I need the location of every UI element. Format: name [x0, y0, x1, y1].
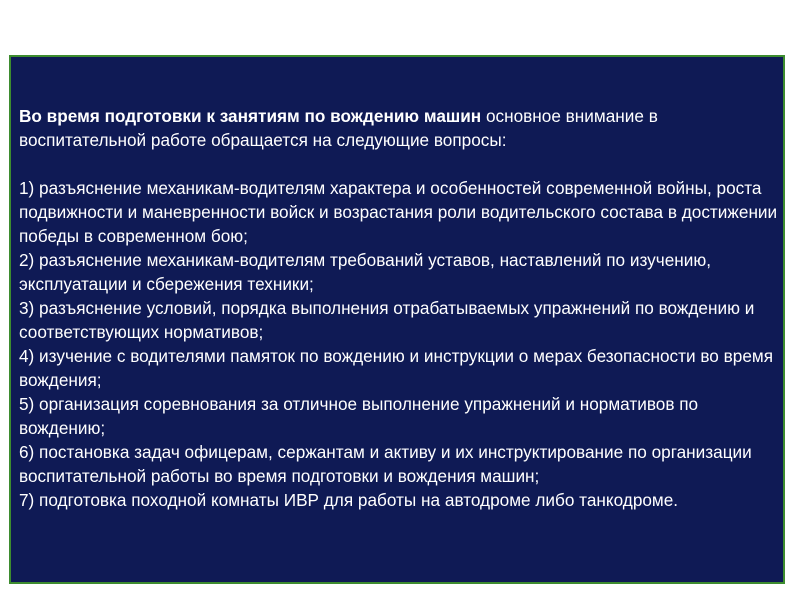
- list-item: 3) разъяснение условий, порядка выполнения отрабатываемых упражнений по вождению и соответствующих нормативов;: [19, 298, 755, 342]
- list-item: 6) постановка задач офицерам, сержантам и активу и их инструктирование по организации воспитательной работы во время подготовки и вождения машин;: [19, 442, 752, 486]
- paragraph-spacer: [19, 152, 779, 176]
- slide-text: [19, 104, 779, 512]
- intro-paragraph: [19, 104, 779, 152]
- intro-bold-text: Во время подготовки к занятиям по вождению машин: [19, 106, 482, 126]
- intro-rest-text: основное внимание в воспитательной работе обращается на следующие вопросы:: [19, 106, 658, 150]
- list-item: 7) подготовка походной комнаты ИВР для работы на автодроме либо танкодроме.: [19, 490, 679, 510]
- list-item: 4) изучение с водителями памяток по вождению и инструкции о мерах безопасности во время вождения;: [19, 346, 774, 390]
- list-item: 5) организация соревнования за отличное выполнение упражнений и нормативов по вождению;: [19, 394, 699, 438]
- list-item: 2) разъяснение механикам-водителям требований уставов, наставлений по изучению, эксплуатации и сбережения техники;: [19, 250, 712, 294]
- content-panel: [9, 55, 785, 584]
- list-item: 1) разъяснение механикам-водителям характера и особенностей современной войны, роста подвижности и маневренности войск и возрастания роли водительского состава в достижении победы в современном бою;: [19, 178, 778, 246]
